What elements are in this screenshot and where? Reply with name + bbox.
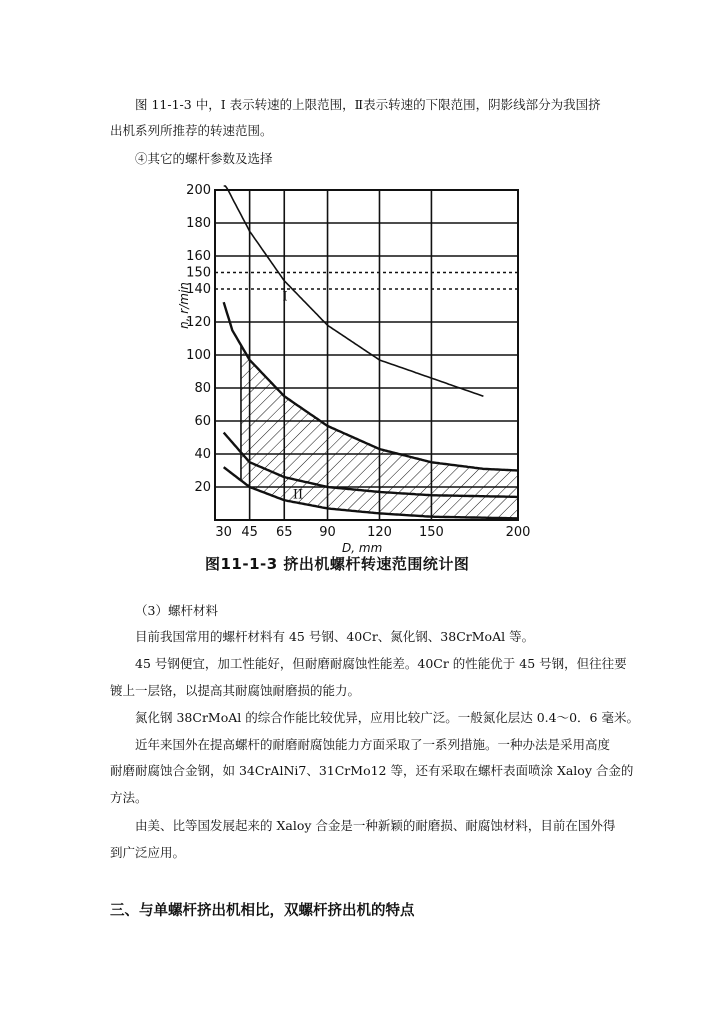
y-tick-150: 150 xyxy=(186,265,211,281)
label-I: I xyxy=(282,289,288,305)
x-tick-30: 30 xyxy=(215,525,232,540)
paragraph-4-line-2: 镀上一层铬，以提高其耐腐蚀耐磨损的能力。 xyxy=(110,683,361,698)
section-heading-3: （3）螺杆材料 xyxy=(135,603,218,618)
paragraph-3: 目前我国常用的螺杆材料有 45 号钢、40Cr、氮化钢、38CrMoAl 等。 xyxy=(135,629,535,644)
paragraph-7-line-1: 由美、比等国发展起来的 Xaloy 合金是一种新颖的耐磨损、耐腐蚀材料，目前在国外得 xyxy=(135,818,616,833)
y-tick-20: 20 xyxy=(194,480,211,495)
y-tick-60: 60 xyxy=(194,414,211,429)
paragraph-6-line-2: 耐磨耐腐蚀合金钢，如 34CrAlNi7、31CrMo12 等，还有采取在螺杆表面喷涂 Xaloy 合金的 xyxy=(110,763,634,778)
section-heading-twin-screw: 三、与单螺杆挤出机相比，双螺杆挤出机的特点 xyxy=(110,903,415,919)
figure-caption: 图11-1-3 挤出机螺杆转速范围统计图 xyxy=(205,555,470,573)
y-tick-200: 200 xyxy=(186,183,211,198)
y-tick-80: 80 xyxy=(194,381,211,396)
paragraph-1-line-1: 图 11-1-3 中，I 表示转速的上限范围，Ⅱ表示转速的下限范围，阴影线部分为我国挤 xyxy=(135,97,601,112)
paragraph-7-line-2: 到广泛应用。 xyxy=(110,845,186,860)
label-II: II xyxy=(292,487,304,503)
y-tick-140: 140 xyxy=(186,282,211,297)
rotation-speed-chart xyxy=(170,178,530,558)
x-axis-label: D, mm xyxy=(342,541,383,555)
x-tick-90: 90 xyxy=(319,525,336,540)
x-tick-200: 200 xyxy=(505,525,530,540)
y-tick-120: 120 xyxy=(186,315,211,330)
paragraph-4-line-1: 45 号钢便宜，加工性能好，但耐磨耐腐蚀性能差。40Cr 的性能优于 45 号钢，但往往要 xyxy=(135,656,627,671)
x-tick-120: 120 xyxy=(367,525,392,540)
y-tick-40: 40 xyxy=(194,447,211,462)
y-tick-160: 160 xyxy=(186,249,211,264)
y-axis-label: n, r/min xyxy=(177,282,191,329)
paragraph-6-line-3: 方法。 xyxy=(110,790,148,805)
paragraph-6-line-1: 近年来国外在提高螺杆的耐磨耐腐蚀能力方面采取了一系列措施。一种办法是采用高度 xyxy=(135,737,611,752)
y-tick-100: 100 xyxy=(186,348,211,363)
paragraph-2: ④其它的螺杆参数及选择 xyxy=(135,151,273,166)
paragraph-1-line-2: 出机系列所推荐的转速范围。 xyxy=(110,123,273,138)
paragraph-5: 氮化钢 38CrMoAl 的综合作能比较优异，应用比较广泛。一般氮化层达 0.4～0．6 毫米。 xyxy=(135,710,639,725)
x-tick-150: 150 xyxy=(419,525,444,540)
x-tick-65: 65 xyxy=(275,525,293,540)
y-tick-180: 180 xyxy=(186,216,211,231)
x-tick-45: 45 xyxy=(241,525,258,540)
curve-upper-limit-I xyxy=(224,186,484,396)
